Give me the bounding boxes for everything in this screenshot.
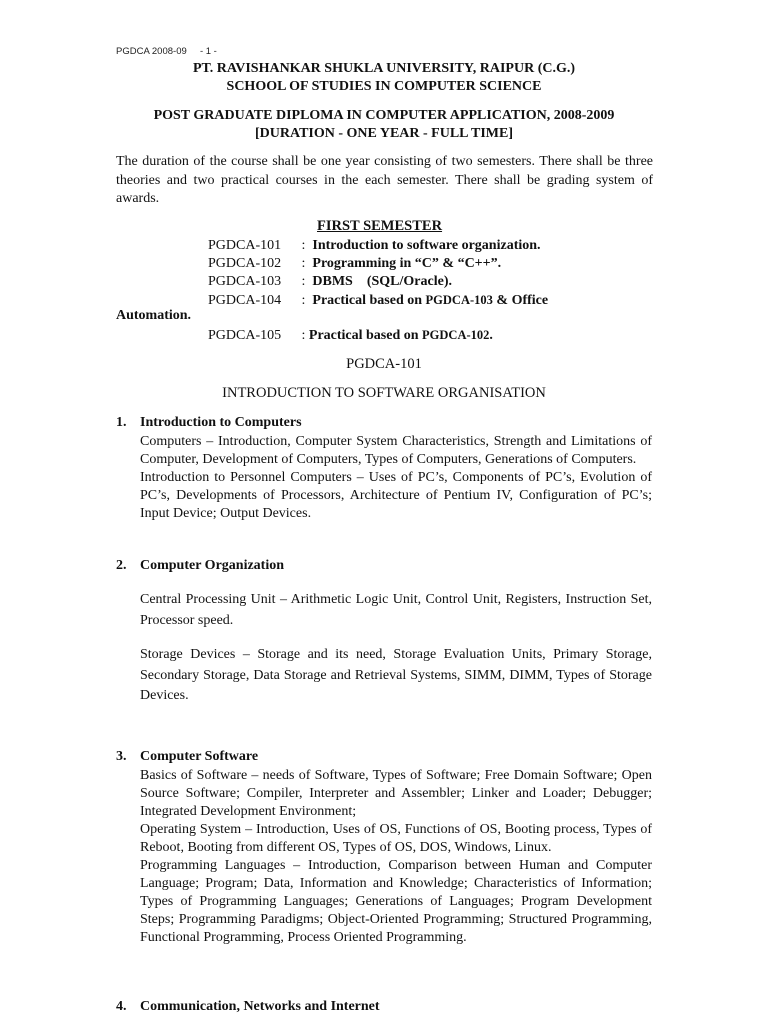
course-sep: : — [298, 328, 309, 343]
course-title: Practical based on — [308, 328, 423, 343]
course-sep: : — [298, 256, 313, 271]
school-name: SCHOOL OF STUDIES IN COMPUTER SCIENCE — [226, 79, 542, 94]
course-title-tail: . — [489, 328, 493, 343]
section-number: 2. — [116, 558, 127, 573]
university-name: PT. RAVISHANKAR SHUKLA UNIVERSITY, RAIPUR (C.G.) — [192, 61, 576, 76]
section-paragraph: Basics of Software – needs of Software, Types of Software; Free Domain Software; Open Source Software; Compiler, Interpreter and Assembler; Linker and Loader; Debugger; Integrated Development Environment; — [140, 768, 652, 819]
course-sep: : — [298, 274, 313, 289]
course-row — [208, 273, 452, 291]
section-paragraph: Operating System – Introduction, Uses of OS, Functions of OS, Booting process, Types of Reboot, Booting from different OS, Types of OS, DOS, Windows, Linux. — [140, 822, 652, 855]
section-title: Communication, Networks and Internet — [140, 999, 380, 1014]
course-code: PGDCA-103 — [208, 274, 282, 289]
section-title: Computer Software — [140, 749, 259, 764]
course-row — [208, 255, 501, 273]
section-body — [140, 767, 652, 947]
section-heading — [116, 558, 284, 574]
paper-title: INTRODUCTION TO SOFTWARE ORGANISATION — [222, 385, 546, 401]
course-ref-code: PGDCA-102 — [422, 328, 490, 342]
section-paragraph: Storage Devices – Storage and its need, Storage Evaluation Units, Primary Storage, Secondary Storage, Data Storage and Retrieval Systems, SIMM, DIMM, Types of Storage Devices. — [140, 647, 652, 703]
page-header-code: PGDCA 2008-09 - 1 - — [116, 46, 217, 57]
section-paragraph: Programming Languages – Introduction, Comparison between Human and Computer Language; Program; Data, Information and Knowledge; Characteristics of Information; Types of Programming Languages; Generations of Languages; Program Development Steps; Programming Paradigms; Object-Oriented Programming; Structured Programming, Functional Programming, Process Oriented Programming. — [140, 858, 652, 945]
course-row — [208, 237, 541, 255]
section-number: 3. — [116, 749, 127, 764]
course-title-tail: & Office — [492, 293, 549, 308]
section-body — [140, 433, 652, 523]
course-code: PGDCA-105 — [208, 328, 282, 343]
section-number: 1. — [116, 415, 127, 430]
program-title: POST GRADUATE DIPLOMA IN COMPUTER APPLICATION, 2008-2009 — [153, 108, 615, 123]
section-title: Computer Organization — [140, 558, 285, 573]
section-body — [140, 645, 652, 707]
course-title: Programming in “C” & “C++”. — [312, 256, 502, 271]
course-title-continuation: Automation. — [116, 308, 192, 323]
course-code: PGDCA-102 — [208, 256, 282, 271]
course-row — [208, 291, 548, 310]
course-sep: : — [298, 238, 313, 253]
section-title: Introduction to Computers — [140, 415, 302, 430]
course-ref-code: PGDCA-103 — [425, 293, 493, 307]
section-paragraph: Introduction to Personnel Computers – Uses of PC’s, Components of PC’s, Evolution of PC’s, Developments of Processors, Architecture of Pentium IV, Configuration of PC’s; Input Device; Output Devices. — [140, 470, 652, 521]
intro-paragraph: The duration of the course shall be one year consisting of two semesters. There shall be three theories and two practical courses in the each semester. There shall be grading system of awards. — [116, 154, 653, 206]
course-title: DBMS (SQL/Oracle). — [312, 274, 452, 289]
section-paragraph: Computers – Introduction, Computer System Characteristics, Strength and Limitations of Computer, Development of Computers, Types of Computers, Generations of Computers. — [140, 434, 652, 467]
section-heading — [116, 999, 380, 1015]
section-heading — [116, 415, 302, 431]
section-heading — [116, 749, 258, 765]
paper-code: PGDCA-101 — [346, 356, 422, 372]
course-code: PGDCA-101 — [208, 238, 282, 253]
course-title: Introduction to software organization. — [312, 238, 541, 253]
course-code: PGDCA-104 — [208, 293, 282, 308]
course-row — [208, 326, 493, 345]
section-paragraph: Central Processing Unit – Arithmetic Logic Unit, Control Unit, Registers, Instruction Set, Processor speed. — [140, 592, 652, 628]
semester-title: FIRST SEMESTER — [317, 218, 443, 234]
program-duration: [DURATION - ONE YEAR - FULL TIME] — [255, 126, 513, 141]
section-number: 4. — [116, 999, 127, 1014]
section-body — [140, 590, 652, 631]
course-sep: : — [298, 293, 313, 308]
course-title: Practical based on — [312, 293, 426, 308]
